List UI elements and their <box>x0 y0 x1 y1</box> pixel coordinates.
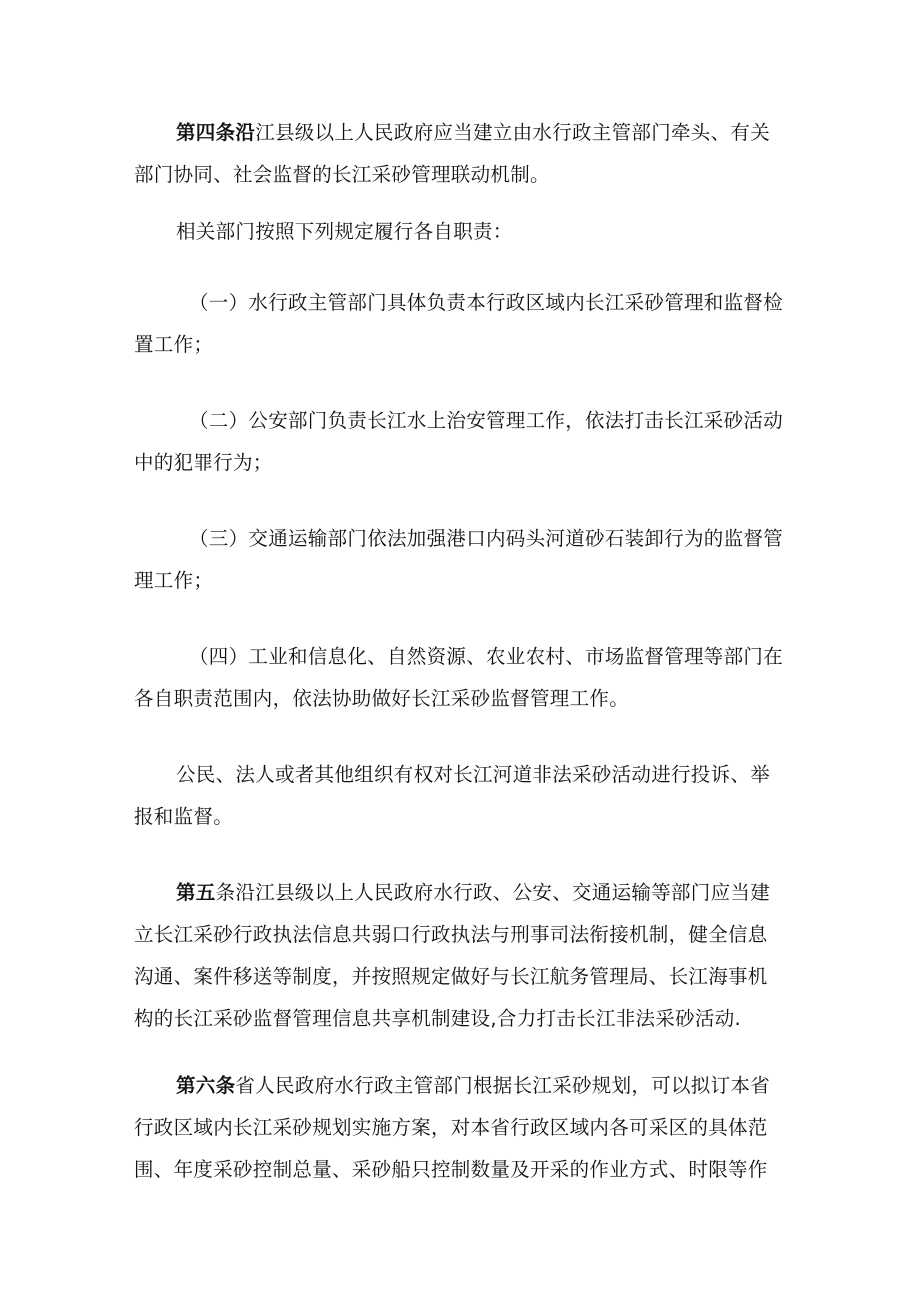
article-5-text: 条沿江县级以上人民政府水行政、公安、交通运输等部门应当建立长江采砂行政执法信息共弱口行政执法与刑事司法衔接机制，健全信息沟通、案件移送等制度，并按照规定做好与长江航务管理局、长江海事机构的长江采砂监督管理信息共享机制建设,合力打击长江非法采砂活动. <box>134 881 771 1030</box>
article-5-paragraph <box>134 872 786 1040</box>
article-4-paragraph <box>134 112 786 196</box>
article-6-heading: 第六条 <box>176 1074 236 1097</box>
duty-item-3: （三）交通运输部门依法加强港口内码头河道砂石装卸行为的监督管理工作； <box>134 527 784 592</box>
article-4-heading: 第四条沿 <box>176 121 256 144</box>
duty-item-1: （一）水行政主管部门具体负责本行政区域内长江采砂管理和监督检置工作； <box>134 291 784 356</box>
article-4-text: 江县级以上人民政府应当建立由水行政主管部门牵头、有关部门协同、社会监督的长江采砂管理联动机制。 <box>134 121 771 186</box>
duty-item-4: （四）工业和信息化、自然资源、农业农村、市场监督管理等部门在各自职责范围内，依法协助做好长江采砂监督管理工作。 <box>134 645 784 710</box>
article-5-heading: 第五 <box>176 881 216 904</box>
article-6-text: 省人民政府水行政主管部门根据长江采砂规划，可以拟订本省行政区域内长江采砂规划实施方案，对本省行政区域内各可采区的具体范围、年度采砂控制总量、采砂船只控制数量及开采的作业方式、时限等作 <box>134 1074 771 1181</box>
duty-item-2: （二）公安部门负责长江水上治安管理工作，依法打击长江采砂活动中的犯罪行为； <box>134 409 784 474</box>
public-rights-paragraph: 公民、法人或者其他组织有权对长江河道非法采砂活动进行投诉、举报和监督。 <box>134 763 771 828</box>
article-6-paragraph <box>134 1065 786 1191</box>
duties-intro: 相关部门按照下列规定履行各自职责： <box>176 220 513 243</box>
